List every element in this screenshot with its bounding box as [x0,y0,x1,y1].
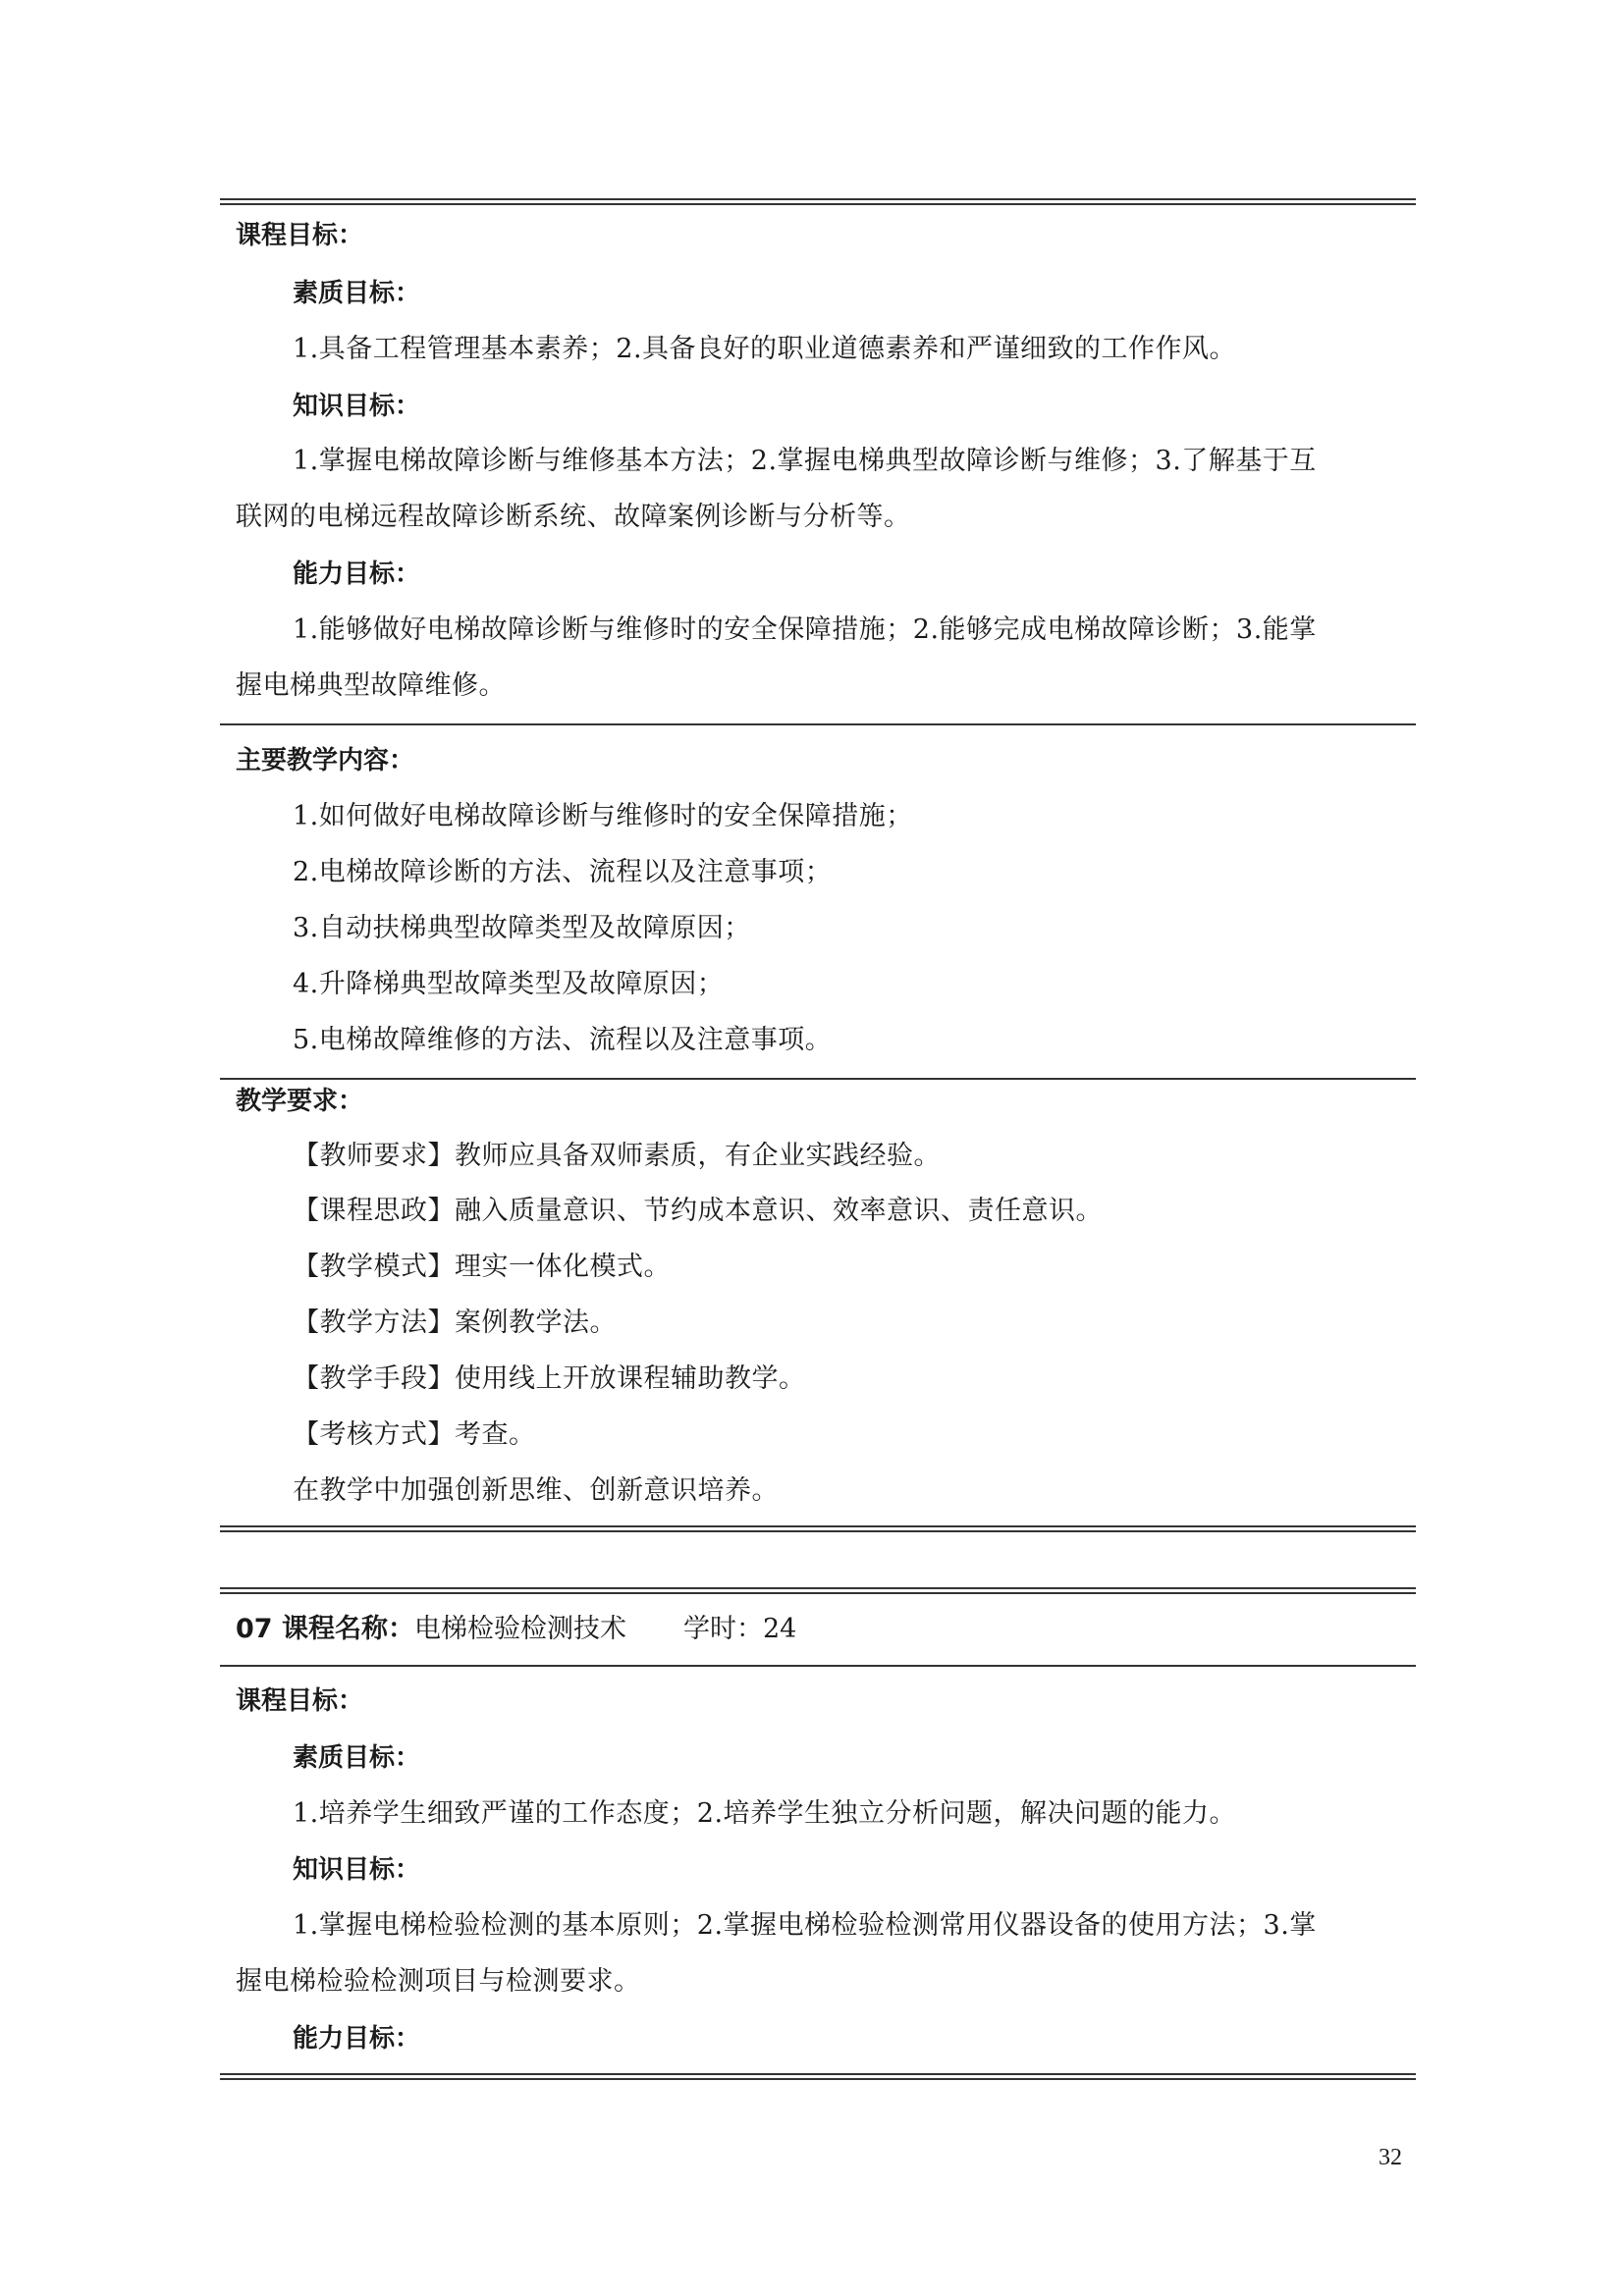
course-name: 电梯检验检测技术 [413,1614,626,1644]
course-goals-heading: 课程目标： [236,1686,364,1716]
knowledge-goals-line: 握电梯检验检测项目与检测要求。 [236,1966,641,1997]
hours-value: 24 [762,1614,797,1644]
list-item: 4.升降梯典型故障类型及故障原因； [293,969,725,999]
list-item: 5.电梯故障维修的方法、流程以及注意事项。 [293,1025,833,1055]
list-item: 【教学模式】理实一体化模式。 [293,1252,671,1282]
knowledge-goals-line: 联网的电梯远程故障诊断系统、故障案例诊断与分析等。 [236,502,911,532]
row-divider [220,723,1416,725]
ability-goals-line: 1.能够做好电梯故障诊断与维修时的安全保障措施；2.能够完成电梯故障诊断；3.能掌 [293,614,1317,645]
ability-goals-heading: 能力目标： [293,2024,421,2054]
list-item: 【考核方式】考查。 [293,1419,536,1450]
list-item: 【教学方法】案例教学法。 [293,1308,617,1338]
main-content-heading: 主要教学内容： [236,746,415,775]
list-item: 【教师要求】教师应具备双师素质，有企业实践经验。 [293,1141,941,1171]
page-number: 32 [1379,2145,1402,2170]
list-item: 在教学中加强创新思维、创新意识培养。 [293,1475,779,1506]
quality-goals-heading: 素质目标： [293,279,421,308]
course-goals-heading: 课程目标： [236,221,364,250]
table-top-rule [220,198,1416,205]
table-top-rule [220,1587,1416,1594]
knowledge-goals-line: 1.掌握电梯故障诊断与维修基本方法；2.掌握电梯典型故障诊断与维修；3.了解基于互 [293,446,1317,476]
knowledge-goals-heading: 知识目标： [293,392,421,421]
knowledge-goals-line: 1.掌握电梯检验检测的基本原则；2.掌握电梯检验检测常用仪器设备的使用方法；3.掌 [293,1910,1317,1941]
course-title-row [236,1612,796,1647]
course-name-label: 07 课程名称： [236,1614,414,1644]
list-item: 【课程思政】融入质量意识、节约成本意识、效率意识、责任意识。 [293,1196,1103,1226]
row-divider [220,1665,1416,1667]
ability-goals-line: 握电梯典型故障维修。 [236,670,506,701]
table-bottom-rule [220,1525,1416,1532]
quality-goals-heading: 素质目标： [293,1743,421,1773]
hours-label: 学时： [682,1614,763,1644]
quality-goals-text: 1.培养学生细致严谨的工作态度；2.培养学生独立分析问题，解决问题的能力。 [293,1798,1237,1829]
knowledge-goals-heading: 知识目标： [293,1855,421,1885]
list-item: 2.电梯故障诊断的方法、流程以及注意事项； [293,857,833,887]
ability-goals-heading: 能力目标： [293,560,421,589]
row-divider [220,1078,1416,1080]
list-item: 3.自动扶梯典型故障类型及故障原因； [293,913,751,943]
table-bottom-rule [220,2073,1416,2080]
list-item: 【教学手段】使用线上开放课程辅助教学。 [293,1363,806,1394]
teaching-requirements-heading: 教学要求： [236,1087,364,1116]
list-item: 1.如何做好电梯故障诊断与维修时的安全保障措施； [293,801,913,831]
quality-goals-text: 1.具备工程管理基本素养；2.具备良好的职业道德素养和严谨细致的工作作风。 [293,334,1237,364]
